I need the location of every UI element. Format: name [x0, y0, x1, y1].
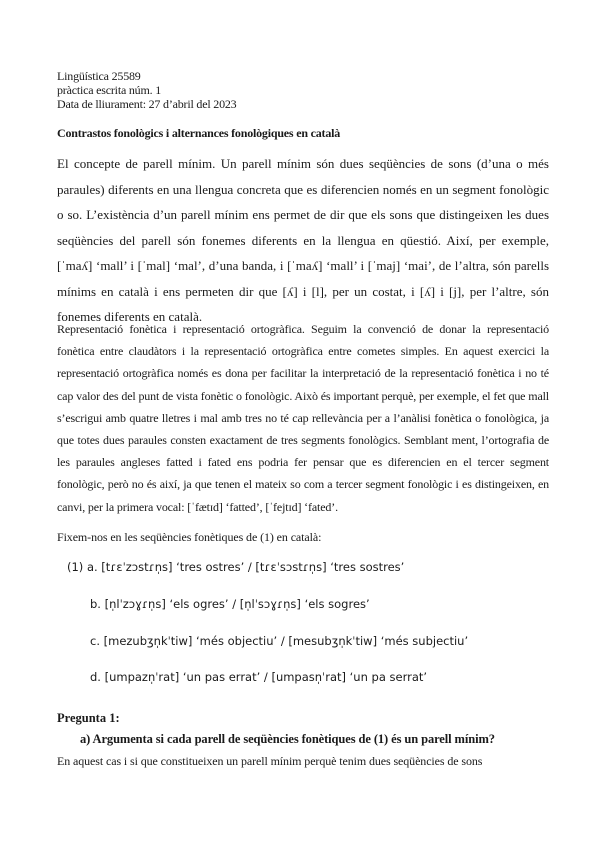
example-d: d. [umpazn̩ˈrat] ‘un pas errat’ / [umpasn̩ˈrat] ‘un pa serrat’ — [90, 670, 428, 684]
question-title: Pregunta 1: — [57, 711, 120, 725]
paragraph-minimal-pair: El concepte de parell mínim. Un parell mínim són dues seqüències de sons (d’una o més paraules) diferents en una llengua concreta que es diferencien només en un segment fonològic o so. L’existència d’un parell mínim ens permet de dir que els sons que distingeixen les dues seqüències del parell són fonemes diferents en la llengua en qüestió. Així, per exemple, [ˈmaʎ] ‘mall’ i [ˈmal] ‘mal’, d’una banda, i [ˈmaʎ] ‘mall’ i [ˈmaj] ‘mai’, de l’altra, són parells mínims en català i ens permeten dir que [ʎ] i [l], per un costat, i [ʎ] i [j], per l’altre, són fonemes diferents en català. — [57, 156, 549, 324]
paragraph-representation: Representació fonètica i representació ortogràfica. Seguim la convenció de donar la representació fonètica entre claudàtors i la representació ortogràfica entre cometes simples. En aquest exercici la representació ortogràfica només es dona per facilitar la interpretació de la representació fonètica i no té cap valor des del punt de vista fonètic o fonològic. Això és important perquè, per exemple, el fet que mall s’escrigui amb quatre lletres i mal amb tres no té cap rellevància per a l’anàlisi fonètica o fonològica, ja que totes dues paraules consten exactament de tres segments fonològics. Semblant ment, l’ortografia de les paraules angleses fatted i fated ens podria fer pensar que es diferencien en el tercer segment fonològic, però no és així, ja que tenen el mateix so com a tercer segment fonològic i es distingeixen, en canvi, per la primera vocal: [ˈfætɪd] ‘fatted’, [ˈfejtɪd] ‘fated’. — [57, 322, 549, 514]
document-title: Contrastos fonològics i alternances fonològiques en català — [57, 126, 341, 140]
example-b: b. [n̩lˈzɔɣɾn̩s] ‘els ogres’ / [n̩lˈsɔɣɾn̩s] ‘els sogres’ — [90, 597, 370, 611]
assignment-name: pràctica escrita núm. 1 — [57, 83, 162, 97]
due-date: Data de lliurament: 27 d’abril del 2023 — [57, 97, 237, 111]
example-c: c. [mezubʒn̩kˈtiw] ‘més objectiu’ / [mesubʒn̩kˈtiw] ‘més subjectiu’ — [90, 634, 469, 648]
answer-text: En aquest cas i si que constitueixen un parell mínim perquè tenim dues seqüències de sons — [57, 754, 483, 768]
example-a: (1) a. [tɾɛˈzɔstɾn̩s] ‘tres ostres’ / [tɾɛˈsɔstɾn̩s] ‘tres sostres’ — [67, 560, 405, 574]
question-subpart: a) Argumenta si cada parell de seqüències fonètiques de (1) és un parell mínim? — [80, 732, 495, 746]
course-code: Lingüística 25589 — [57, 69, 141, 83]
examples-intro: Fixem-nos en les seqüències fonètiques de (1) en català: — [57, 530, 322, 544]
